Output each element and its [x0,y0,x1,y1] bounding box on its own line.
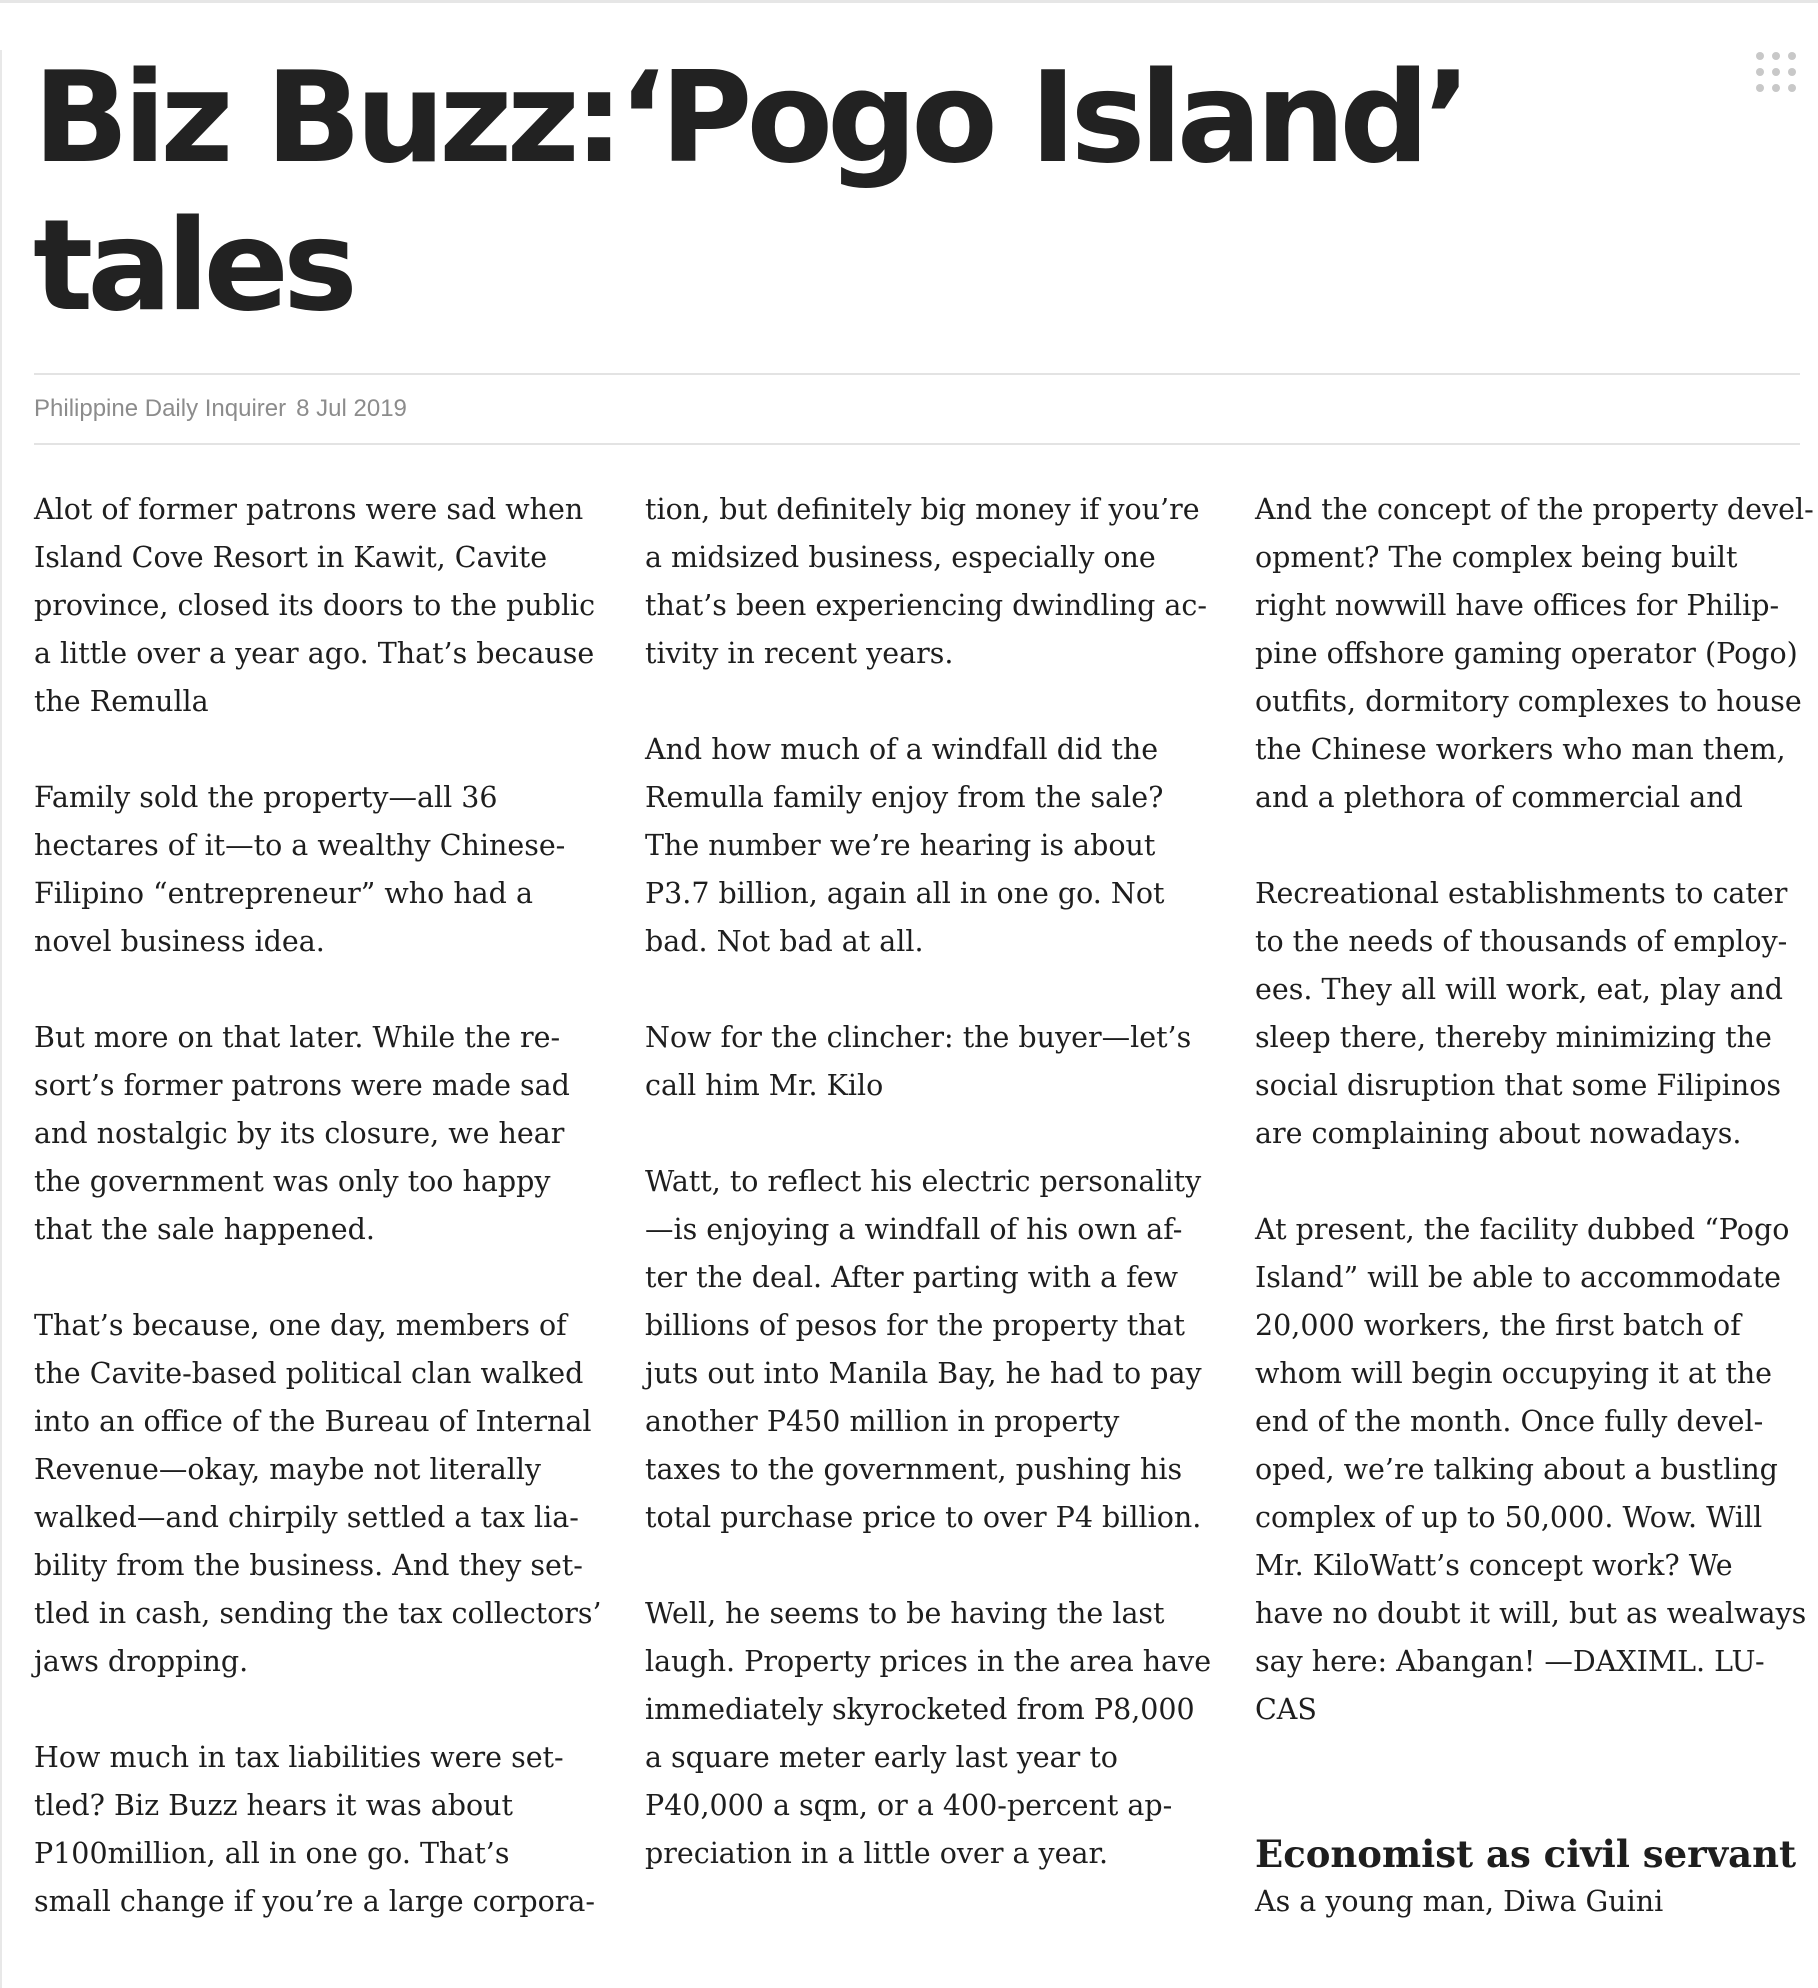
body-text-line: The number we’re hearing is about [645,829,1156,862]
body-text-line: to the needs of thousands of employ- [1255,925,1788,958]
paragraph-gap [34,1254,602,1302]
grid-dot [1756,68,1764,76]
grid-dot [1772,52,1780,60]
body-text-line: another P450 million in property [645,1405,1120,1438]
body-text-line: bad. Not bad at all. [645,925,924,958]
body-text-line: jaws dropping. [34,1645,249,1678]
body-text-line: and a plethora of commercial and [1255,781,1743,814]
body-text-line: pine offshore gaming operator (Pogo) [1255,637,1798,670]
body-text-line: laugh. Property prices in the area have [645,1645,1212,1678]
body-text-line: juts out into Manila Bay, he had to pay [645,1357,1202,1390]
body-text-line: But more on that later. While the re- [34,1021,561,1054]
paragraph-gap [645,1542,1211,1590]
body-text-line: Remulla family enjoy from the sale? [645,781,1164,814]
body-text-line: and nostalgic by its closure, we hear [34,1117,565,1150]
body-text-line: sort’s former patrons were made sad [34,1069,570,1102]
body-column-3 [1255,486,1814,1926]
paragraph-gap [1255,1158,1814,1206]
body-text-line: That’s because, one day, members of [34,1309,567,1342]
body-text-line: the government was only too happy [34,1165,551,1198]
body-text-line: outfits, dormitory complexes to house [1255,685,1802,718]
left-border [0,50,2,1988]
paragraph-gap [645,1110,1211,1158]
body-text-line: Mr. KiloWatt’s concept work? We [1255,1549,1733,1582]
body-text-line: total purchase price to over P4 billion. [645,1501,1202,1534]
grid-dot [1756,52,1764,60]
body-column-2 [645,486,1211,1878]
grid-dot [1756,84,1764,92]
body-text-line: Alot of former patrons were sad when [34,493,584,526]
body-text-line: CAS [1255,1693,1317,1726]
body-text-line: tivity in recent years. [645,637,954,670]
body-text-line: that the sale happened. [34,1213,375,1246]
paragraph-gap [1255,822,1814,870]
paragraph-gap [645,678,1211,726]
divider-top [34,373,1800,375]
body-text-line: ter the deal. After parting with a few [645,1261,1179,1294]
body-text-line: social disruption that some Filipinos [1255,1069,1782,1102]
body-text-line: How much in tax liabilities were set- [34,1741,564,1774]
body-text-line: ees. They all will work, eat, play and [1255,973,1784,1006]
publication-date: 8 Jul 2019 [296,395,407,422]
body-text-line: —is enjoying a windfall of his own af- [645,1213,1183,1246]
top-border [0,0,1818,3]
body-text-line: say here: Abangan! —DAXIML. LU- [1255,1645,1765,1678]
article-meta [34,394,407,424]
body-text-line: tled? Biz Buzz hears it was about [34,1789,513,1822]
body-text-line: walked—and chirpily settled a tax lia- [34,1501,579,1534]
body-text-line: have no doubt it will, but as wealways [1255,1597,1807,1630]
body-text-line: a square meter early last year to [645,1741,1118,1774]
body-text-line: a midsized business, especially one [645,541,1156,574]
body-text-line: Now for the clincher: the buyer—let’s [645,1021,1192,1054]
body-text-line: tion, but definitely big money if you’re [645,493,1200,526]
body-text-line: novel business idea. [34,925,325,958]
grid-dot [1788,68,1796,76]
paragraph-gap [1255,1734,1814,1782]
body-text-line: are complaining about nowadays. [1255,1117,1742,1150]
article-title: Biz Buzz:‘Pogo Island’ tales [33,44,1466,339]
body-text-line: And the concept of the property devel- [1255,493,1814,526]
body-text-line: Revenue—okay, maybe not literally [34,1453,542,1486]
paragraph-gap [1255,1782,1814,1830]
body-text-line: bility from the business. And they set- [34,1549,583,1582]
body-text-line: the Remulla [34,685,209,718]
body-text-line: call him Mr. Kilo [645,1069,884,1102]
body-text-line: that’s been experiencing dwindling ac- [645,589,1207,622]
body-text-line: immediately skyrocketed from P8,000 [645,1693,1195,1726]
body-text-line: complex of up to 50,000. Wow. Will [1255,1501,1763,1534]
grid-dots-icon[interactable] [1756,52,1798,92]
body-text-line: sleep there, thereby minimizing the [1255,1021,1772,1054]
body-text-line: Island” will be able to accommodate [1255,1261,1781,1294]
next-story-headline[interactable]: Economist as civil servant [1255,1832,1797,1876]
paragraph-gap [34,1686,602,1734]
body-text-line: hectares of it—to a wealthy Chinese- [34,829,566,862]
body-text-line: preciation in a little over a year. [645,1837,1109,1870]
body-text-line: taxes to the government, pushing his [645,1453,1183,1486]
body-text-line: right nowwill have offices for Philip- [1255,589,1780,622]
body-text-line: a little over a year ago. That’s because [34,637,595,670]
body-text-line: Well, he seems to be having the last [645,1597,1165,1630]
paragraph-gap [645,966,1211,1014]
body-text-line: Filipino “entrepreneur” who had a [34,877,533,910]
body-text-line: Recreational establishments to cater [1255,877,1788,910]
body-text-line: into an office of the Bureau of Internal [34,1405,592,1438]
body-text-line: P40,000 a sqm, or a 400-percent ap- [645,1789,1173,1822]
body-text-line: province, closed its doors to the public [34,589,596,622]
body-text-line: Island Cove Resort in Kawit, Cavite [34,541,548,574]
body-text-line: end of the month. Once fully devel- [1255,1405,1764,1438]
body-text-line: small change if you’re a large corpora- [34,1885,596,1918]
grid-dot [1772,84,1780,92]
body-text-line: billions of pesos for the property that [645,1309,1185,1342]
next-story-teaser: As a young man, Diwa Guini [1255,1885,1664,1918]
paragraph-gap [34,966,602,1014]
body-text-line: oped, we’re talking about a bustling [1255,1453,1778,1486]
body-text-line: P100million, all in one go. That’s [34,1837,510,1870]
grid-dot [1788,52,1796,60]
body-text-line: P3.7 billion, again all in one go. Not [645,877,1165,910]
body-text-line: At present, the facility dubbed “Pogo [1255,1213,1790,1246]
column-3-text [1255,486,1814,1830]
body-text-line: the Chinese workers who man them, [1255,733,1786,766]
body-text-line: tled in cash, sending the tax collectors’ [34,1597,602,1630]
body-text-line: Watt, to reflect his electric personality [645,1165,1202,1198]
body-text-line: whom will begin occupying it at the [1255,1357,1773,1390]
body-column-1 [34,486,602,1926]
body-text-line: And how much of a windfall did the [645,733,1159,766]
body-text-line: the Cavite-based political clan walked [34,1357,584,1390]
body-text-line: Family sold the property—all 36 [34,781,498,814]
publication-name: Philippine Daily Inquirer [34,395,287,422]
paragraph-gap [34,726,602,774]
grid-dot [1772,68,1780,76]
grid-dot [1788,84,1796,92]
divider-bottom [34,443,1800,445]
body-text-line: 20,000 workers, the first batch of [1255,1309,1741,1342]
body-text-line: opment? The complex being built [1255,541,1738,574]
